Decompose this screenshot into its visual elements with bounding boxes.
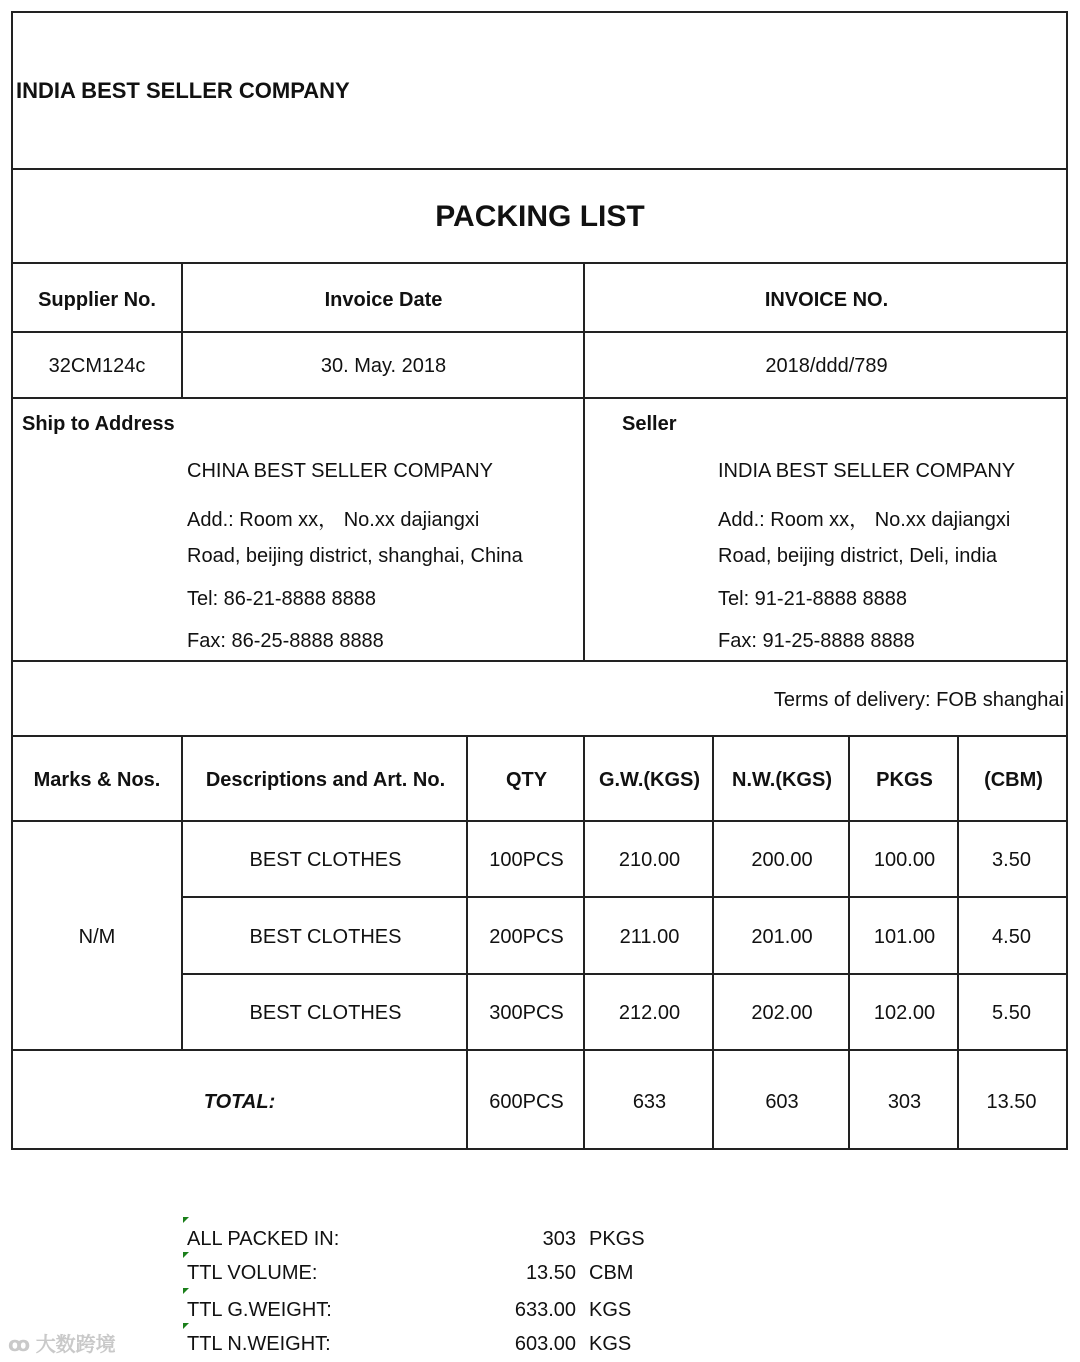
total-qty: 600PCS	[489, 1091, 564, 1113]
watermark	[8, 1328, 116, 1357]
table-cell-description: BEST CLOTHES	[249, 849, 402, 871]
supplier-no-value: 32CM124c	[48, 355, 146, 377]
column-header-marks: Marks & Nos.	[33, 769, 161, 791]
ship-to-label: Ship to Address	[22, 413, 175, 435]
table-cell-gw: 211.00	[619, 926, 680, 948]
table-cell-pkgs: 102.00	[873, 1002, 936, 1024]
rule	[182, 896, 1068, 898]
summary-value: 13.50	[525, 1262, 576, 1284]
summary-value: 603.00	[514, 1333, 576, 1355]
summary-value: 303	[542, 1228, 576, 1250]
rule	[11, 397, 1068, 399]
summary-unit: KGS	[589, 1299, 632, 1321]
column-header-qty: QTY	[505, 769, 548, 791]
cell-comment-marker	[183, 1217, 189, 1223]
total-nw: 603	[765, 1091, 799, 1113]
table-cell-qty: 300PCS	[489, 1002, 564, 1024]
total-pkgs: 303	[887, 1091, 922, 1113]
summary-unit: PKGS	[589, 1228, 645, 1250]
column-header-pkgs: PKGS	[876, 769, 933, 791]
summary-unit: CBM	[589, 1262, 634, 1284]
cell-comment-marker	[183, 1252, 189, 1258]
company-name: INDIA BEST SELLER COMPANY	[16, 78, 350, 103]
table-cell-pkgs: 101.00	[873, 926, 936, 948]
table-cell-nw: 201.00	[751, 926, 813, 948]
document-title: PACKING LIST	[435, 200, 645, 233]
summary-label: TTL G.WEIGHT:	[187, 1299, 332, 1321]
summary-unit: KGS	[589, 1333, 632, 1355]
column-header-nw: N.W.(KGS)	[732, 769, 832, 791]
ship-to-line: Fax: 86-25-8888 8888	[187, 630, 384, 652]
supplier-no-label: Supplier No.	[38, 289, 156, 311]
rule	[11, 735, 1068, 737]
table-cell-cbm: 4.50	[992, 926, 1031, 948]
summary-label: TTL N.WEIGHT:	[187, 1333, 331, 1355]
ship-to-line: Road, beijing district, shanghai, China	[187, 545, 523, 567]
invoice-date-value: 30. May. 2018	[320, 355, 447, 377]
summary-label: ALL PACKED IN:	[187, 1228, 340, 1250]
invoice-no-value: 2018/ddd/789	[765, 355, 888, 377]
ship-to-line: Tel: 86-21-8888 8888	[187, 588, 377, 610]
seller-line: Add.: Room xx， No.xx dajiangxi	[718, 509, 1011, 531]
seller-line: Road, beijing district, Deli, india	[718, 545, 998, 567]
summary-value: 633.00	[514, 1299, 576, 1321]
table-cell-qty: 200PCS	[489, 926, 564, 948]
seller-line: Tel: 91-21-8888 8888	[718, 588, 908, 610]
rule	[11, 168, 1068, 170]
seller-line: INDIA BEST SELLER COMPANY	[718, 460, 1016, 482]
total-cbm: 13.50	[986, 1091, 1037, 1113]
rule	[182, 973, 1068, 975]
column-header-description: Descriptions and Art. No.	[205, 769, 446, 791]
rule	[11, 262, 1068, 264]
invoice-date-label: Invoice Date	[324, 289, 443, 311]
column-header-gw: G.W.(KGS)	[598, 769, 701, 791]
table-cell-gw: 210.00	[618, 849, 681, 871]
cell-comment-marker	[183, 1323, 189, 1329]
total-label: TOTAL:	[203, 1091, 276, 1113]
table-cell-pkgs: 100.00	[873, 849, 936, 871]
watermark-text: 大数跨境	[35, 1334, 116, 1356]
rule	[11, 820, 1068, 822]
ship-to-line: CHINA BEST SELLER COMPANY	[187, 460, 494, 482]
watermark-logo-icon: ꝏ	[8, 1334, 36, 1356]
cell-comment-marker	[183, 1288, 189, 1294]
table-cell-nw: 200.00	[751, 849, 813, 871]
table-cell-nw: 202.00	[751, 1002, 813, 1024]
ship-to-line: Add.: Room xx， No.xx dajiangxi	[187, 509, 480, 531]
summary-label: TTL VOLUME:	[187, 1262, 318, 1284]
seller-line: Fax: 91-25-8888 8888	[718, 630, 915, 652]
invoice-no-label: INVOICE NO.	[764, 289, 889, 311]
table-cell-qty: 100PCS	[489, 849, 564, 871]
terms-of-delivery: Terms of delivery: FOB shanghai	[773, 689, 1064, 711]
rule	[583, 262, 585, 661]
table-cell-cbm: 5.50	[992, 1002, 1031, 1024]
table-cell-description: BEST CLOTHES	[249, 1002, 402, 1024]
rule	[11, 331, 1068, 333]
packing-list-sheet	[11, 11, 1068, 1150]
table-cell-description: BEST CLOTHES	[249, 926, 402, 948]
table-cell-cbm: 3.50	[992, 849, 1031, 871]
total-gw: 633	[632, 1091, 667, 1113]
marks-value: N/M	[78, 926, 116, 948]
rule	[11, 1049, 1068, 1051]
seller-label: Seller	[622, 413, 677, 435]
table-cell-gw: 212.00	[618, 1002, 681, 1024]
column-header-cbm: (CBM)	[984, 769, 1043, 791]
rule	[11, 660, 1068, 662]
